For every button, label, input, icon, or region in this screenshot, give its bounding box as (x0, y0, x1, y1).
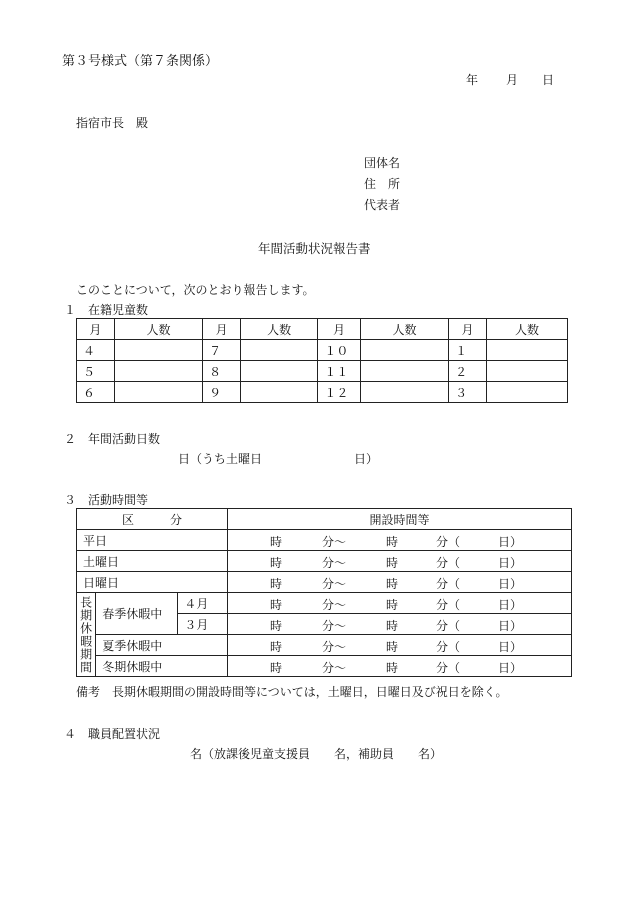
address-label: 住 所 (364, 177, 401, 191)
representative-label: 代表者 (364, 198, 401, 212)
date-year: 年 (466, 73, 479, 87)
day-close-label: 日） (498, 619, 523, 633)
hour-label: 時 (386, 640, 399, 654)
hours-cell[interactable] (228, 614, 572, 635)
month-cell: ９ (203, 382, 241, 403)
day-close-label: 日） (498, 556, 523, 570)
month-cell: １ (449, 340, 487, 361)
count-cell[interactable] (486, 340, 567, 361)
hours-cell[interactable] (228, 572, 572, 593)
minute-from-label: 分～ (322, 577, 347, 591)
count-cell[interactable] (114, 340, 202, 361)
month-cell: ３ (449, 382, 487, 403)
count-cell[interactable] (360, 382, 448, 403)
day-close-label: 日） (498, 577, 523, 591)
table-row (77, 340, 568, 361)
hour-label: 時 (270, 598, 283, 612)
date-day: 日 (542, 73, 555, 87)
hour-label: 時 (386, 535, 399, 549)
hour-label: 時 (270, 619, 283, 633)
count-cell[interactable] (360, 361, 448, 382)
col-month: 月 (318, 319, 361, 340)
hours-cell[interactable] (228, 656, 572, 677)
day-close-label: 日） (498, 598, 523, 612)
hour-label: 時 (270, 535, 283, 549)
table-row (77, 572, 572, 593)
hours-note: 備考 長期休暇期間の開設時間等については，土曜日，日曜日及び祝日を除く。 (76, 685, 508, 699)
count-cell[interactable] (240, 340, 317, 361)
minute-label: 分（ (436, 619, 461, 633)
hour-label: 時 (386, 577, 399, 591)
page-title: 年間活動状況報告書 (258, 241, 371, 256)
date-month: 月 (506, 73, 519, 87)
table-row (77, 656, 572, 677)
hour-label: 時 (270, 640, 283, 654)
section1-heading: １ 在籍児童数 (64, 303, 149, 317)
month-cell: ２ (449, 361, 487, 382)
col-hours: 開設時間等 (228, 509, 572, 530)
addressee: 指宿市長 殿 (76, 116, 149, 130)
hour-label: 時 (386, 556, 399, 570)
minute-label: 分（ (436, 598, 461, 612)
activity-days-text: 日（うち土曜日 (178, 452, 263, 466)
hour-label: 時 (270, 661, 283, 675)
table-row (77, 635, 572, 656)
section4-heading: ４ 職員配置状況 (64, 727, 161, 741)
table-row (77, 361, 568, 382)
hour-label: 時 (386, 598, 399, 612)
month-cell: ５ (77, 361, 115, 382)
month-cell: １２ (318, 382, 361, 403)
minute-label: 分（ (436, 640, 461, 654)
minute-label: 分（ (436, 661, 461, 675)
minute-from-label: 分～ (322, 598, 347, 612)
row-label: 冬期休暇中 (96, 656, 228, 677)
col-count: 人数 (360, 319, 448, 340)
col-category: 区 分 (77, 509, 228, 530)
hours-cell[interactable] (228, 635, 572, 656)
hours-cell[interactable] (228, 551, 572, 572)
hours-cell[interactable] (228, 530, 572, 551)
row-label: 春季休暇中 (96, 593, 178, 635)
col-month: 月 (77, 319, 115, 340)
hour-label: 時 (386, 619, 399, 633)
row-label: ３月 (178, 614, 228, 635)
table-row (77, 551, 572, 572)
hour-label: 時 (270, 556, 283, 570)
count-cell[interactable] (114, 361, 202, 382)
col-month: 月 (449, 319, 487, 340)
enrollment-table (76, 318, 568, 403)
count-cell[interactable] (486, 361, 567, 382)
month-cell: ８ (203, 361, 241, 382)
minute-from-label: 分～ (322, 640, 347, 654)
count-cell[interactable] (240, 361, 317, 382)
minute-from-label: 分～ (322, 556, 347, 570)
long-vacation-label: 長期休暇期間 (77, 593, 96, 677)
section2-heading: ２ 年間活動日数 (64, 432, 161, 446)
col-count: 人数 (486, 319, 567, 340)
hours-table (76, 508, 572, 677)
count-cell[interactable] (240, 382, 317, 403)
count-cell[interactable] (114, 382, 202, 403)
count-cell[interactable] (360, 340, 448, 361)
table-row (77, 593, 572, 614)
group-name-label: 団体名 (364, 156, 401, 170)
day-close-label: 日） (498, 535, 523, 549)
col-count: 人数 (240, 319, 317, 340)
row-label: ４月 (178, 593, 228, 614)
minute-label: 分（ (436, 535, 461, 549)
hours-cell[interactable] (228, 593, 572, 614)
month-cell: ６ (77, 382, 115, 403)
month-cell: １０ (318, 340, 361, 361)
col-count: 人数 (114, 319, 202, 340)
table-row (77, 382, 568, 403)
hour-label: 時 (386, 661, 399, 675)
row-label: 夏季休暇中 (96, 635, 228, 656)
row-label: 土曜日 (77, 551, 228, 572)
form-number: 第３号様式（第７条関係） (62, 54, 219, 69)
table-row (77, 530, 572, 551)
minute-from-label: 分～ (322, 535, 347, 549)
activity-days-close: 日） (354, 452, 379, 466)
minute-from-label: 分～ (322, 619, 347, 633)
section3-heading: ３ 活動時間等 (64, 493, 149, 507)
staff-text: 名（放課後児童支援員 名，補助員 名） (190, 747, 443, 761)
intro-text: このことについて，次のとおり報告します。 (76, 283, 315, 297)
day-close-label: 日） (498, 640, 523, 654)
minute-from-label: 分～ (322, 661, 347, 675)
day-close-label: 日） (498, 661, 523, 675)
minute-label: 分（ (436, 556, 461, 570)
row-label: 日曜日 (77, 572, 228, 593)
minute-label: 分（ (436, 577, 461, 591)
month-cell: ７ (203, 340, 241, 361)
month-cell: ４ (77, 340, 115, 361)
col-month: 月 (203, 319, 241, 340)
month-cell: １１ (318, 361, 361, 382)
count-cell[interactable] (486, 382, 567, 403)
hour-label: 時 (270, 577, 283, 591)
row-label: 平日 (77, 530, 228, 551)
